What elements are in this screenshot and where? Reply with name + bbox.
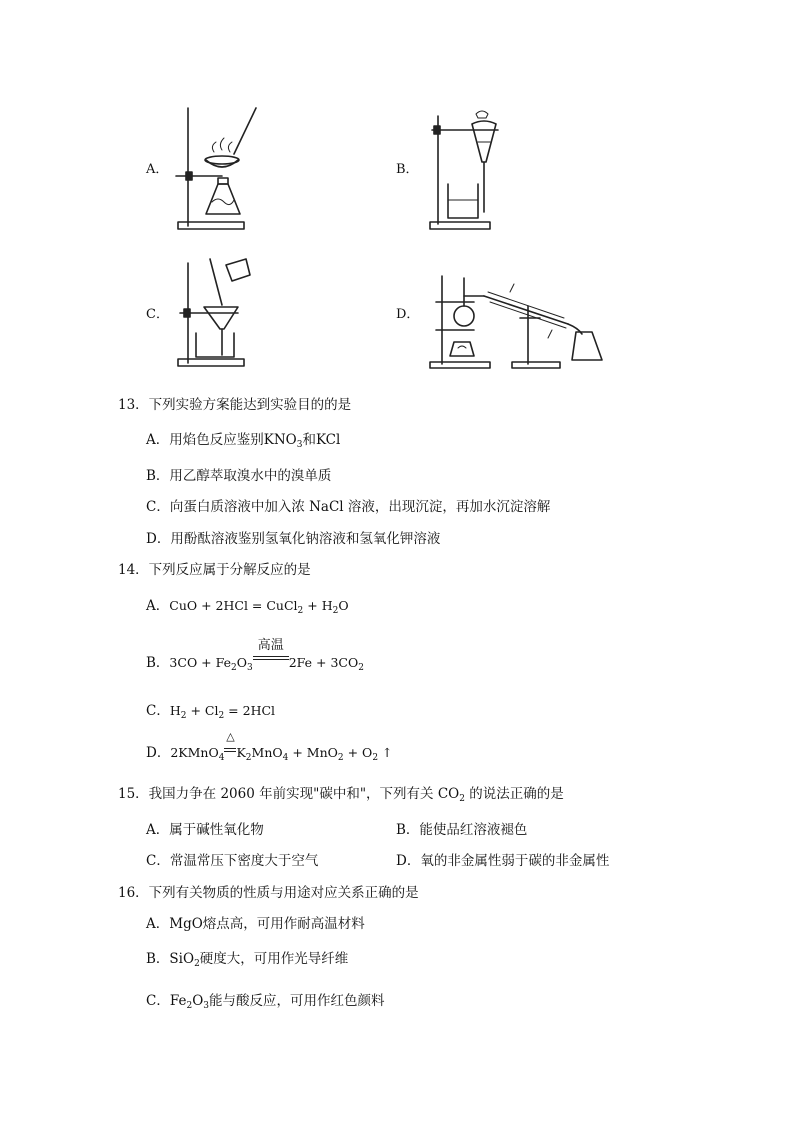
- question-14-option-d: D．2KMnO$_4$ △ $K_2MnO_4 + MnO_2 + O_2$ ↑: [146, 730, 393, 763]
- question-14-option-a: A．CuO + 2HCl = CuCl$_2$ + $H_2O$: [146, 598, 349, 616]
- separatory-funnel-figure: [428, 104, 518, 234]
- question-13-option-c: C．向蛋白质溶液中加入浓 NaCl 溶液，出现沉淀，再加水沉淀溶解: [146, 499, 551, 515]
- question-16-stem: 16．下列有关物质的性质与用途对应关系正确的是: [118, 885, 419, 901]
- option-label-a: A．: [146, 162, 169, 177]
- evaporation-apparatus-figure: [176, 104, 266, 234]
- filtration-apparatus-figure: [176, 253, 266, 373]
- question-14-option-c: C．$H_2 + Cl_2 = 2HCl$: [146, 703, 276, 721]
- distillation-apparatus-figure: [428, 256, 608, 374]
- question-15-option-d: D．氧的非金属性弱于碳的非金属性: [396, 853, 610, 869]
- question-16-option-b: B．SiO$_2$硬度大，可用作光导纤维: [146, 951, 349, 969]
- question-15-option-c: C．常温常压下密度大于空气: [146, 853, 319, 869]
- question-16-option-c: C．$Fe_2O_3$能与酸反应，可用作红色颜料: [146, 993, 385, 1011]
- option-label-d: D．: [396, 307, 420, 322]
- question-15-stem: 15．我国力争在 2060 年前实现"碳中和"，下列有关 $CO_2$ 的说法正确的是: [118, 786, 564, 804]
- question-15-option-b: B．能使品红溶液褪色: [396, 822, 528, 838]
- option-label-c: C．: [146, 307, 169, 322]
- question-14-stem: 14．下列反应属于分解反应的是: [118, 562, 311, 578]
- question-13-option-d: D．用酚酞溶液鉴别氢氧化钠溶液和氢氧化钾溶液: [146, 531, 441, 547]
- question-15-option-a: A．属于碱性氧化物: [146, 822, 264, 838]
- question-13-stem: 13．下列实验方案能达到实验目的的是: [118, 397, 352, 413]
- question-16-option-a: A．MgO熔点高，可用作耐高温材料: [146, 916, 365, 932]
- question-14-option-b: B．$3CO + Fe_2O_3$ 高温 $2Fe + 3CO_2$: [146, 638, 364, 673]
- option-label-b: B．: [396, 162, 419, 177]
- reaction-condition-heat: △: [224, 743, 236, 757]
- question-13-option-b: B．用乙醇萃取溴水中的溴单质: [146, 468, 332, 484]
- reaction-condition-high-temp: 高温: [253, 651, 289, 667]
- question-13-option-a: A．用焰色反应鉴别$KNO_3$和KCl: [146, 432, 341, 450]
